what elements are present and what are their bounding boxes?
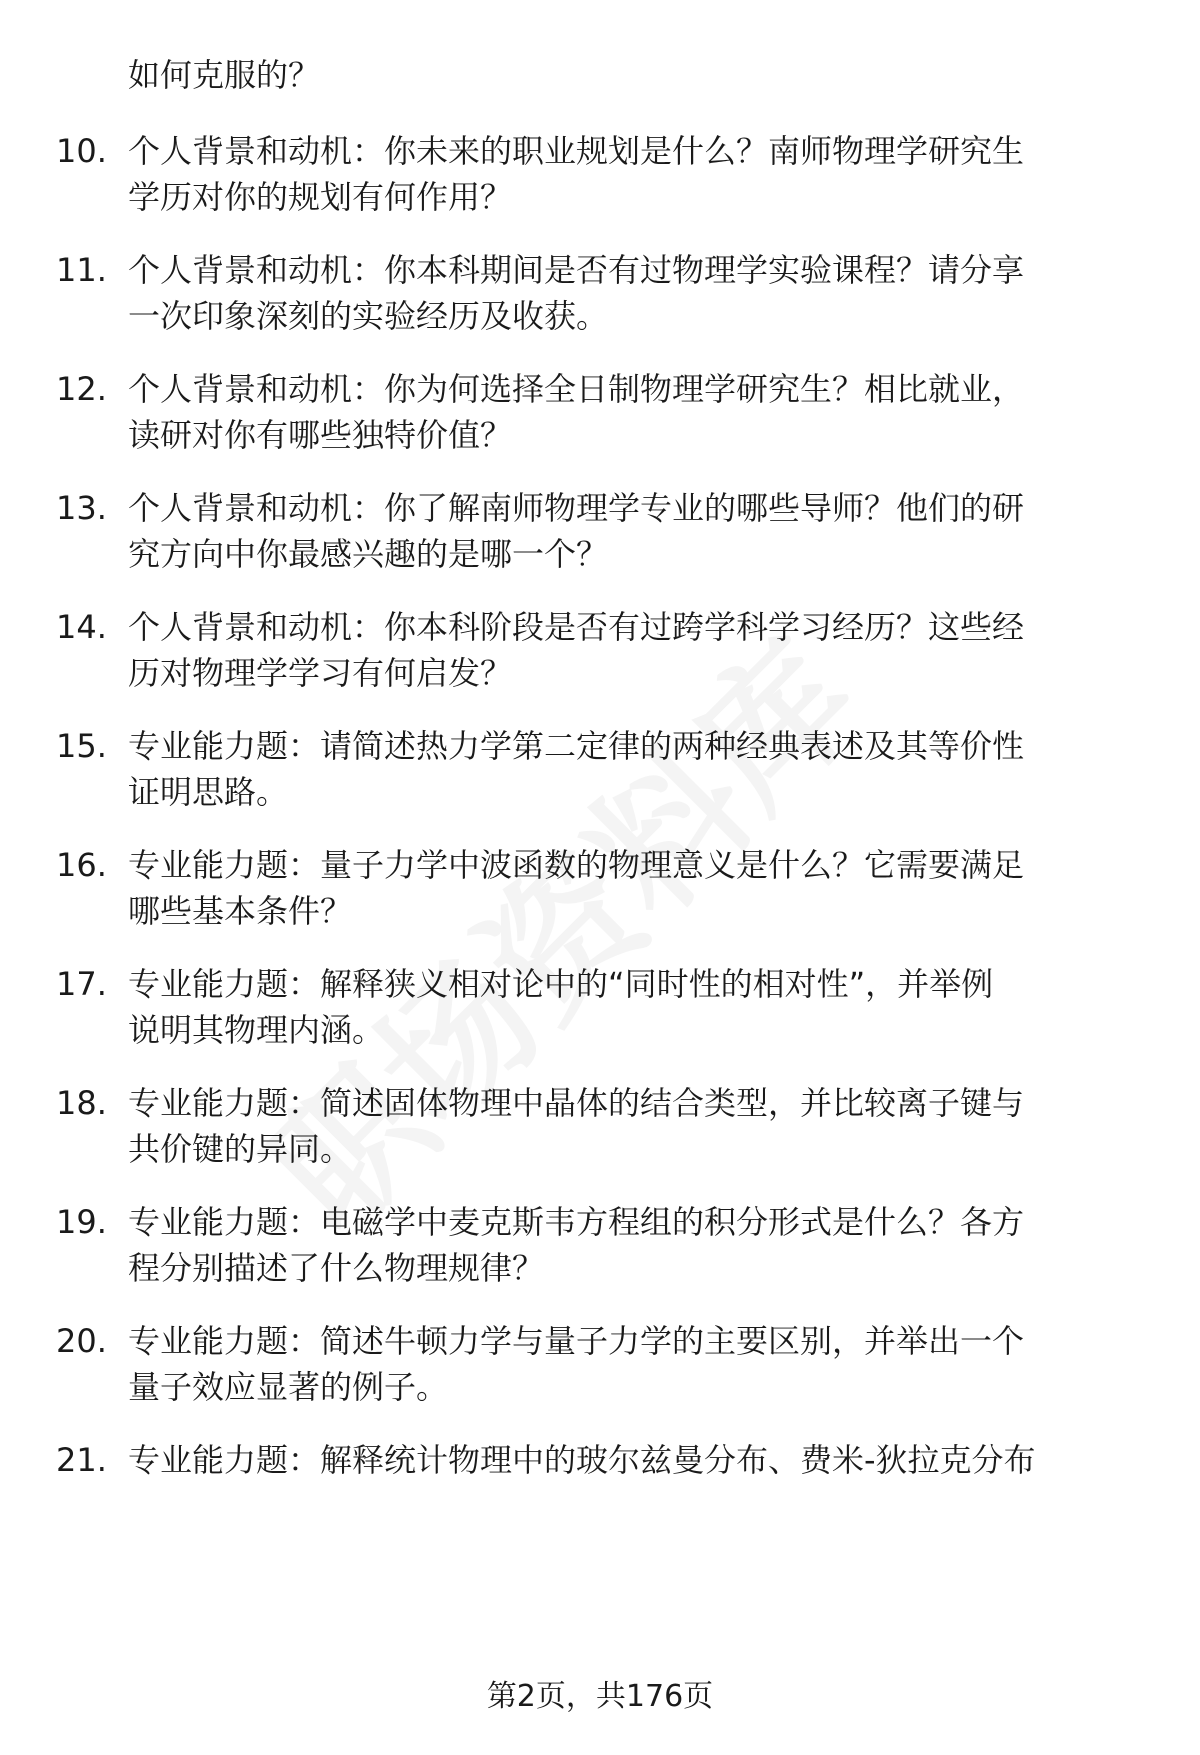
question-number: 15. — [56, 727, 107, 765]
question-text-line-2: 读研对你有哪些独特价值？ — [128, 416, 513, 454]
question-text-line-1: 专业能力题：简述牛顿力学与量子力学的主要区别，并举出一个 — [128, 1322, 1025, 1360]
question-number: 14. — [56, 608, 107, 646]
question-number: 21. — [56, 1441, 107, 1479]
question-number: 13. — [56, 489, 107, 527]
question-text-line-1: 个人背景和动机：你了解南师物理学专业的哪些导师？他们的研 — [128, 489, 1025, 527]
question-number: 16. — [56, 846, 107, 884]
question-text-line-1: 个人背景和动机：你本科阶段是否有过跨学科学习经历？这些经 — [128, 608, 1025, 646]
question-number: 20. — [56, 1322, 107, 1360]
question-text-line-2: 量子效应显著的例子。 — [128, 1368, 449, 1406]
question-text-line-1: 个人背景和动机：你为何选择全日制物理学研究生？相比就业， — [128, 370, 1025, 408]
question-number: 19. — [56, 1203, 107, 1241]
question-text-line-2: 共价键的异同。 — [128, 1130, 353, 1168]
question-text-line-1: 专业能力题：解释统计物理中的玻尔兹曼分布、费米-狄拉克分布 — [128, 1441, 1036, 1479]
question-text-line-2: 一次印象深刻的实验经历及收获。 — [128, 297, 609, 335]
question-text-line-2: 历对物理学学习有何启发？ — [128, 654, 513, 692]
question-text-line-1: 专业能力题：解释狭义相对论中的“同时性的相对性”，并举例 — [128, 965, 994, 1003]
question-text-line-2: 证明思路。 — [128, 773, 289, 811]
question-text-line-2: 说明其物理内涵。 — [128, 1011, 385, 1049]
question-text-line-2: 学历对你的规划有何作用？ — [128, 178, 513, 216]
question-text-line-1: 个人背景和动机：你未来的职业规划是什么？南师物理学研究生 — [128, 132, 1025, 170]
question-text-line-1: 专业能力题：请简述热力学第二定律的两种经典表述及其等价性 — [128, 727, 1025, 765]
question-text-line-2: 哪些基本条件？ — [128, 892, 353, 930]
question-number: 12. — [56, 370, 107, 408]
question-text-line-1: 个人背景和动机：你本科期间是否有过物理学实验课程？请分享 — [128, 251, 1025, 289]
question-number: 10. — [56, 132, 107, 170]
question-number: 17. — [56, 965, 107, 1003]
continuation-line: 如何克服的？ — [128, 56, 321, 94]
question-number: 11. — [56, 251, 107, 289]
question-text-line-2: 程分别描述了什么物理规律？ — [128, 1249, 545, 1287]
question-text-line-2: 究方向中你最感兴趣的是哪一个？ — [128, 535, 609, 573]
question-text-line-1: 专业能力题：电磁学中麦克斯韦方程组的积分形式是什么？各方 — [128, 1203, 1025, 1241]
page-footer: 第2页，共176页 — [486, 1679, 714, 1714]
question-number: 18. — [56, 1084, 107, 1122]
question-text-line-1: 专业能力题：简述固体物理中晶体的结合类型，并比较离子键与 — [128, 1084, 1025, 1122]
question-text-line-1: 专业能力题：量子力学中波函数的物理意义是什么？它需要满足 — [128, 846, 1025, 884]
